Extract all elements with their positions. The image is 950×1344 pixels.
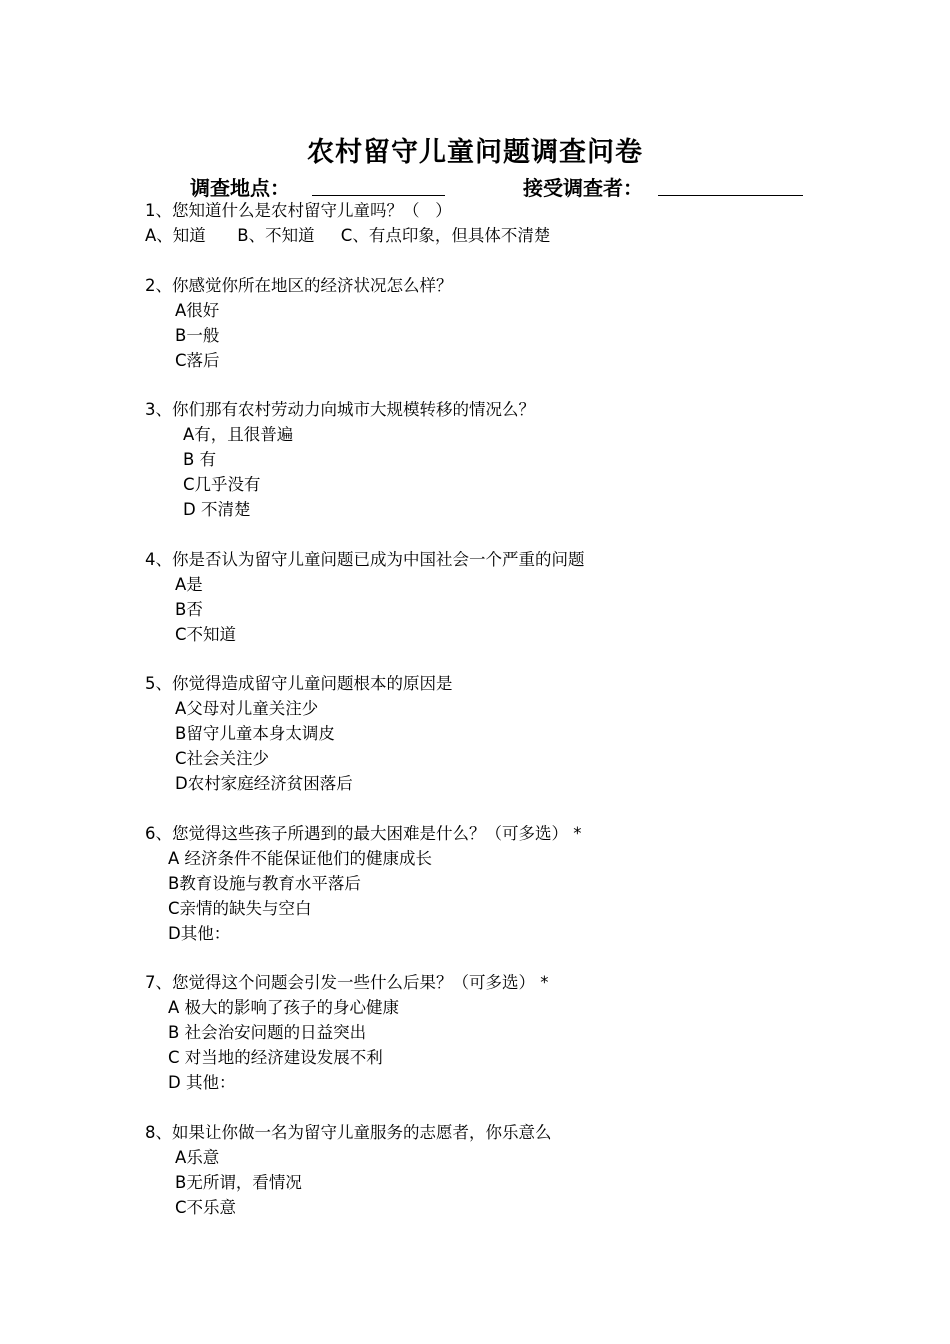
question-5: 5、你觉得造成留守儿童问题根本的原因是 (145, 674, 453, 693)
q5-option-c[interactable]: C社会关注少 (175, 749, 270, 768)
q4-option-b[interactable]: B否 (175, 600, 203, 619)
q6-option-c[interactable]: C亲情的缺失与空白 (168, 899, 312, 918)
q8-option-c[interactable]: C不乐意 (175, 1198, 237, 1217)
q5-option-b[interactable]: B留守儿童本身太调皮 (175, 724, 335, 743)
question-1-options[interactable]: A、知道 B、不知道 C、有点印象，但具体不清楚 (145, 226, 551, 245)
q3-option-a[interactable]: A有，且很普遍 (183, 425, 294, 444)
q8-option-a[interactable]: A乐意 (175, 1148, 220, 1167)
question-3: 3、你们那有农村劳动力向城市大规模转移的情况么？ (145, 400, 535, 419)
question-4: 4、你是否认为留守儿童问题已成为中国社会一个严重的问题 (145, 550, 585, 569)
question-8: 8、如果让你做一名为留守儿童服务的志愿者，你乐意么 (145, 1123, 552, 1142)
q7-option-d[interactable]: D 其他： (168, 1073, 236, 1092)
q6-option-b[interactable]: B教育设施与教育水平落后 (168, 874, 361, 893)
q4-option-a[interactable]: A是 (175, 575, 203, 594)
q7-option-b[interactable]: B 社会治安问题的日益突出 (168, 1023, 367, 1042)
q7-option-a[interactable]: A 极大的影响了孩子的身心健康 (168, 998, 400, 1017)
q3-option-d[interactable]: D 不清楚 (183, 500, 251, 519)
q6-option-d[interactable]: D其他： (168, 924, 231, 943)
q2-option-c[interactable]: C落后 (175, 351, 220, 370)
q5-option-d[interactable]: D农村家庭经济贫困落后 (175, 774, 353, 793)
q2-option-a[interactable]: A很好 (175, 301, 220, 320)
q7-option-c[interactable]: C 对当地的经济建设发展不利 (168, 1048, 383, 1067)
respondent-label: 接受调查者： (523, 176, 643, 200)
respondent-blank-line[interactable] (658, 195, 803, 196)
location-label: 调查地点： (190, 176, 290, 200)
q5-option-a[interactable]: A父母对儿童关注少 (175, 699, 319, 718)
location-blank-line[interactable] (312, 195, 445, 196)
q3-option-c[interactable]: C几乎没有 (183, 475, 261, 494)
q3-option-b[interactable]: B 有 (183, 450, 217, 469)
question-2: 2、你感觉你所在地区的经济状况怎么样？ (145, 276, 453, 295)
q4-option-c[interactable]: C不知道 (175, 625, 237, 644)
q8-option-b[interactable]: B无所谓，看情况 (175, 1173, 302, 1192)
question-7: 7、您觉得这个问题会引发一些什么后果？（可多选） * (145, 973, 549, 992)
q6-option-a[interactable]: A 经济条件不能保证他们的健康成长 (168, 849, 433, 868)
question-6: 6、您觉得这些孩子所遇到的最大困难是什么？（可多选） * (145, 824, 582, 843)
q2-option-b[interactable]: B一般 (175, 326, 220, 345)
page-title: 农村留守儿童问题调查问卷 (307, 137, 643, 168)
question-1: 1、您知道什么是农村留守儿童吗？（ ） (145, 201, 452, 220)
